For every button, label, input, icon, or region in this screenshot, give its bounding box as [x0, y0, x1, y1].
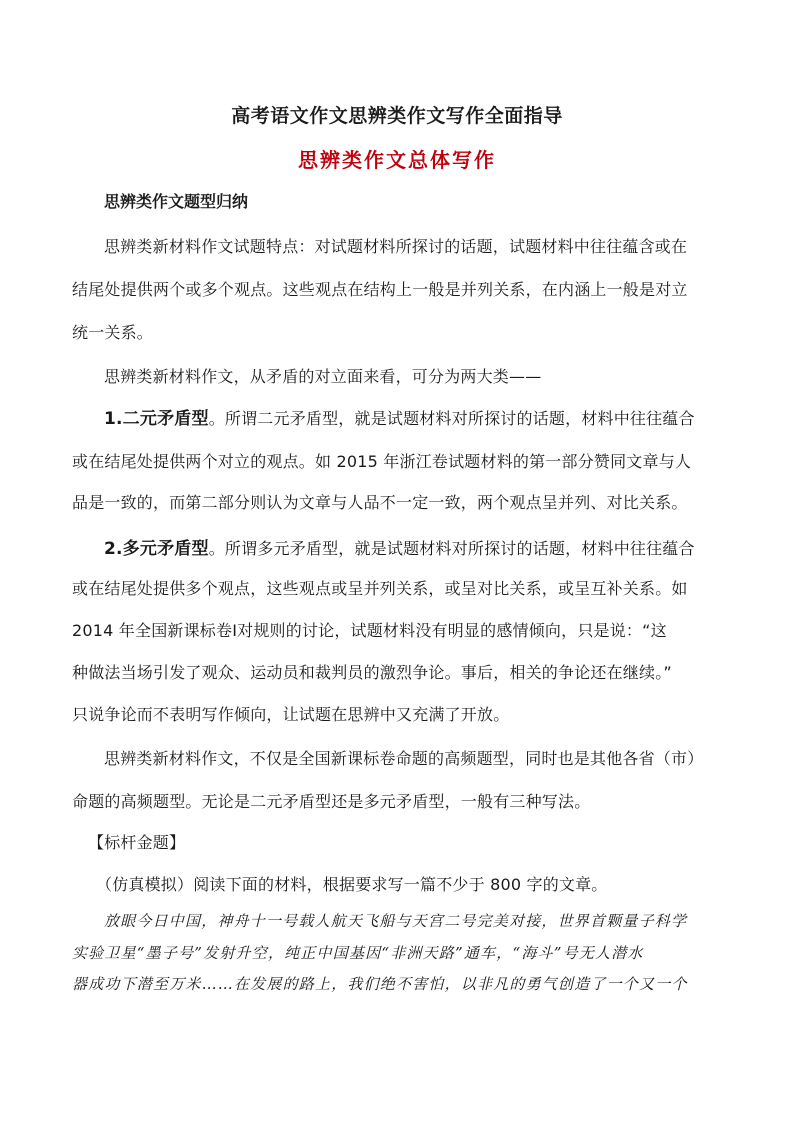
- paragraph-line: 统一关系。: [72, 323, 154, 342]
- section-heading: 思辨类作文题型归纳: [104, 192, 249, 211]
- bold-label: 2.多元矛盾型: [104, 539, 209, 559]
- paragraph-line: 思辨类新材料作文试题特点：对试题材料所探讨的话题，试题材料中往往蕴含或在: [104, 237, 688, 256]
- bold-label: 1.二元矛盾型: [104, 409, 209, 429]
- paragraph-line: （仿真模拟）阅读下面的材料，根据要求写一篇不少于 800 字的文章。: [96, 875, 608, 894]
- material-line: 放眼今日中国，神舟十一号载人航天飞船与天宫二号完美对接，世界首颗量子科学: [104, 912, 688, 930]
- document-title: 高考语文作文思辨类作文写作全面指导: [231, 105, 563, 127]
- material-line: 实验卫星“墨子号”发射升空，纯正中国基因“非洲天路”通车，“海斗”号无人潜水: [72, 944, 644, 962]
- document-subtitle: 思辨类作文总体写作: [298, 148, 496, 172]
- paragraph-text: 。所谓二元矛盾型，就是试题材料对所探讨的话题，材料中往往蕴合: [208, 409, 695, 428]
- section-label: 【标杆金题】: [88, 833, 186, 852]
- paragraph-line: 思辨类新材料作文，不仅是全国新课标卷命题的高频题型，同时也是其他各省（市）: [104, 749, 704, 768]
- paragraph-line: 结尾处提供两个或多个观点。这些观点在结构上一般是并列关系，在内涵上一般是对立: [72, 280, 688, 299]
- paragraph-line: 2014 年全国新课标卷Ⅰ对规则的讨论，试题材料没有明显的感情倾向，只是说：“这: [72, 621, 667, 640]
- paragraph-line: 或在结尾处提供多个观点，这些观点或呈并列关系，或呈对比关系，或呈互补关系。如: [72, 579, 688, 598]
- paragraph-line: 或在结尾处提供两个对立的观点。如 2015 年浙江卷试题材料的第一部分赞同文章与人: [72, 452, 692, 471]
- paragraph-line: 品是一致的，而第二部分则认为文章与人品不一定一致，两个观点呈并列、对比关系。: [72, 493, 688, 512]
- paragraph-line: [104, 404, 695, 429]
- paragraph-line: 只说争论而不表明写作倾向，让试题在思辨中又充满了开放。: [72, 705, 510, 724]
- paragraph-line: 种做法当场引发了观众、运动员和裁判员的激烈争论。事后，相关的争论还在继续。”: [72, 663, 672, 682]
- paragraph-line: 命题的高频题型。无论是二元矛盾型还是多元矛盾型，一般有三种写法。: [72, 792, 591, 811]
- material-line: 器成功下潜至万米……在发展的路上，我们绝不害怕，以非凡的勇气创造了一个又一个: [72, 975, 688, 993]
- paragraph-line: [104, 534, 695, 559]
- paragraph-text: 。所谓多元矛盾型，就是试题材料对所探讨的话题，材料中往往蕴合: [208, 539, 695, 558]
- paragraph-line: 思辨类新材料作文，从矛盾的对立面来看，可分为两大类——: [104, 367, 542, 386]
